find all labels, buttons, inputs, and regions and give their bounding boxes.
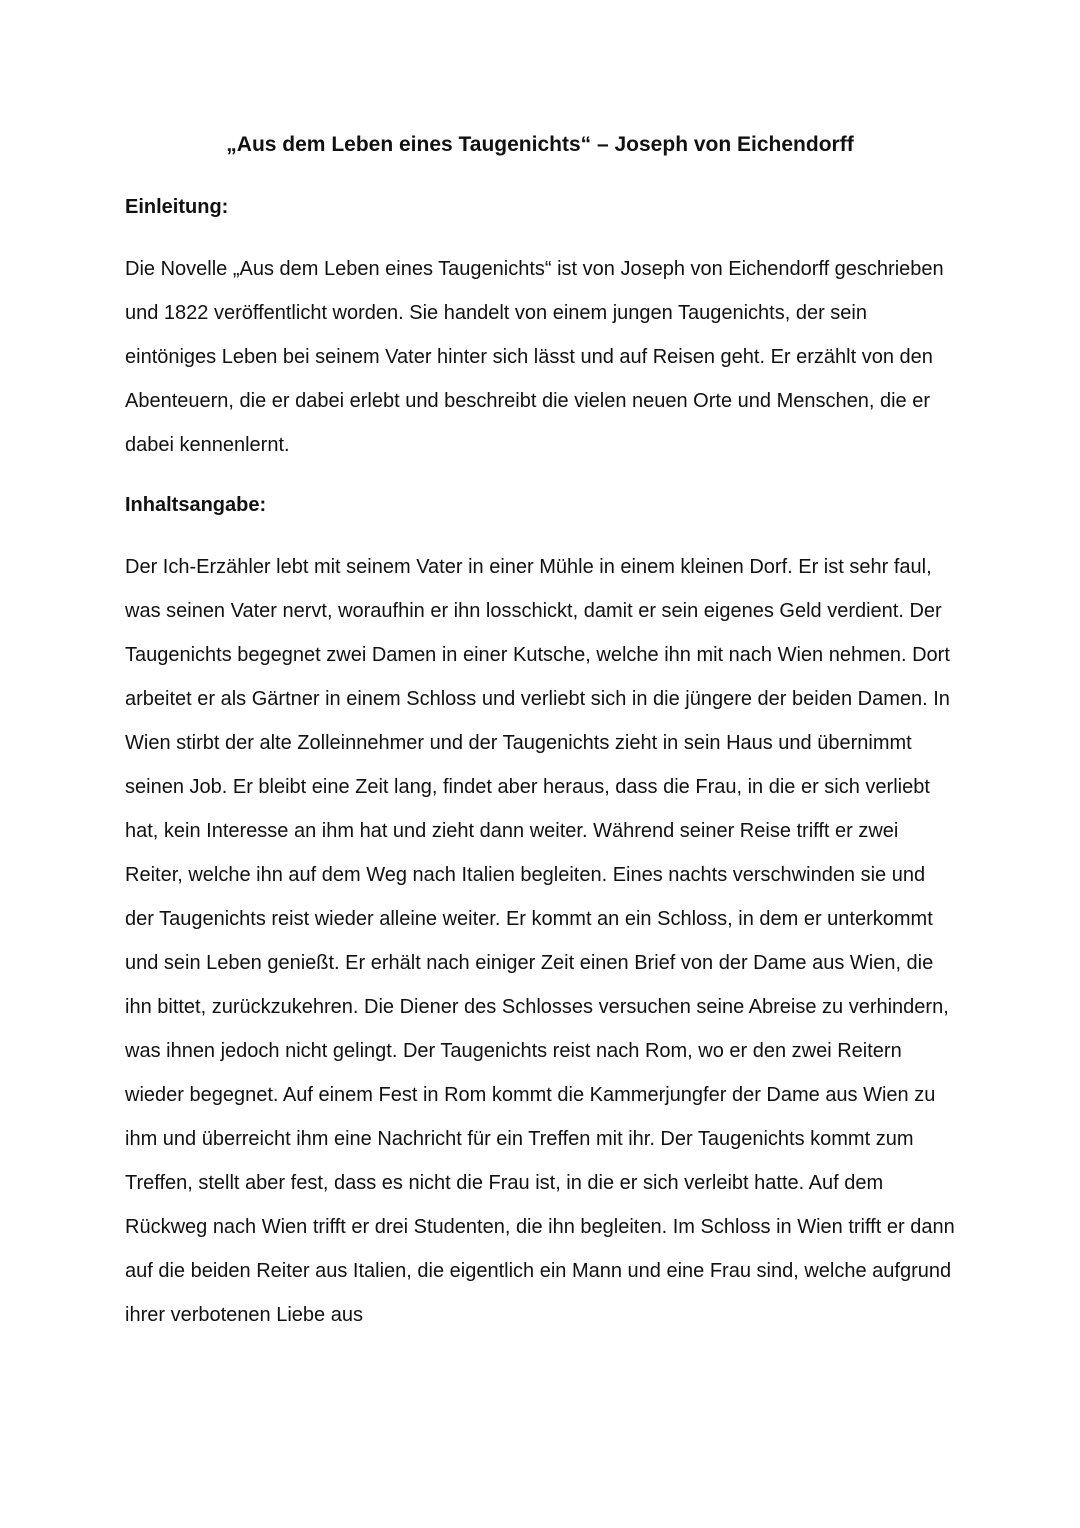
section-heading-inhaltsangabe: Inhaltsangabe:: [125, 494, 267, 517]
section-body-inhaltsangabe: Der Ich-Erzähler lebt mit seinem Vater in einer Mühle in einem kleinen Dorf. Er ist sehr faul, was seinen Vater nervt, woraufhin er ihn losschickt, damit er sein eigenes Geld verdient. Der Taugenichts begegnet zwei Damen in einer Kutsche, welche ihn mit nach Wien nehmen. Dort arbeitet er als Gärtner in einem Schloss und verliebt sich in die jüngere der beiden Damen. In Wien stirbt der alte Zolleinnehmer und der Taugenichts zieht in sein Haus und übernimmt seinen Job. Er bleibt eine Zeit lang, findet aber heraus, dass die Frau, in die er sich verliebt hat, kein Interesse an ihm hat und zieht dann weiter. Während seiner Reise trifft er zwei Reiter, welche ihn auf dem Weg nach Italien begleiten. Eines nachts verschwinden sie und der Taugenichts reist wieder alleine weiter. Er kommt an ein Schloss, in dem er unterkommt und sein Leben genießt. Er erhält nach einiger Zeit einen Brief von der Dame aus Wien, die ihn bittet, zurückzukehren. Die Diener des Schlosses versuchen seine Abreise zu verhindern, was ihnen jedoch nicht gelingt. Der Taugenichts reist nach Rom, wo er den zwei Reitern wieder begegnet. Auf einem Fest in Rom kommt die Kammerjungfer der Dame aus Wien zu ihm und überreicht ihm eine Nachricht für ein Treffen mit ihr. Der Taugenichts kommt zum Treffen, stellt aber fest, dass es nicht die Frau ist, in die er sich verleibt hatte. Auf dem Rückweg nach Wien trifft er drei Studenten, die ihn begleiten. Im Schloss in Wien trifft er dann auf die beiden Reiter aus Italien, die eigentlich ein Mann und eine Frau sind, welche aufgrund ihrer verbotenen Liebe aus: [125, 556, 955, 1327]
section-heading-einleitung: Einleitung:: [125, 196, 229, 219]
section-body-einleitung: Die Novelle „Aus dem Leben eines Taugenichts“ ist von Joseph von Eichendorff geschrieben und 1822 veröffentlicht worden. Sie handelt von einem jungen Taugenichts, der sein eintöniges Leben bei seinem Vater hinter sich lässt und auf Reisen geht. Er erzählt von den Abenteuern, die er dabei erlebt und beschreibt die vielen neuen Orte und Menschen, die er dabei kennenlernt.: [125, 258, 944, 457]
document-title: „Aus dem Leben eines Taugenichts“ – Joseph von Eichendorff: [226, 133, 854, 156]
